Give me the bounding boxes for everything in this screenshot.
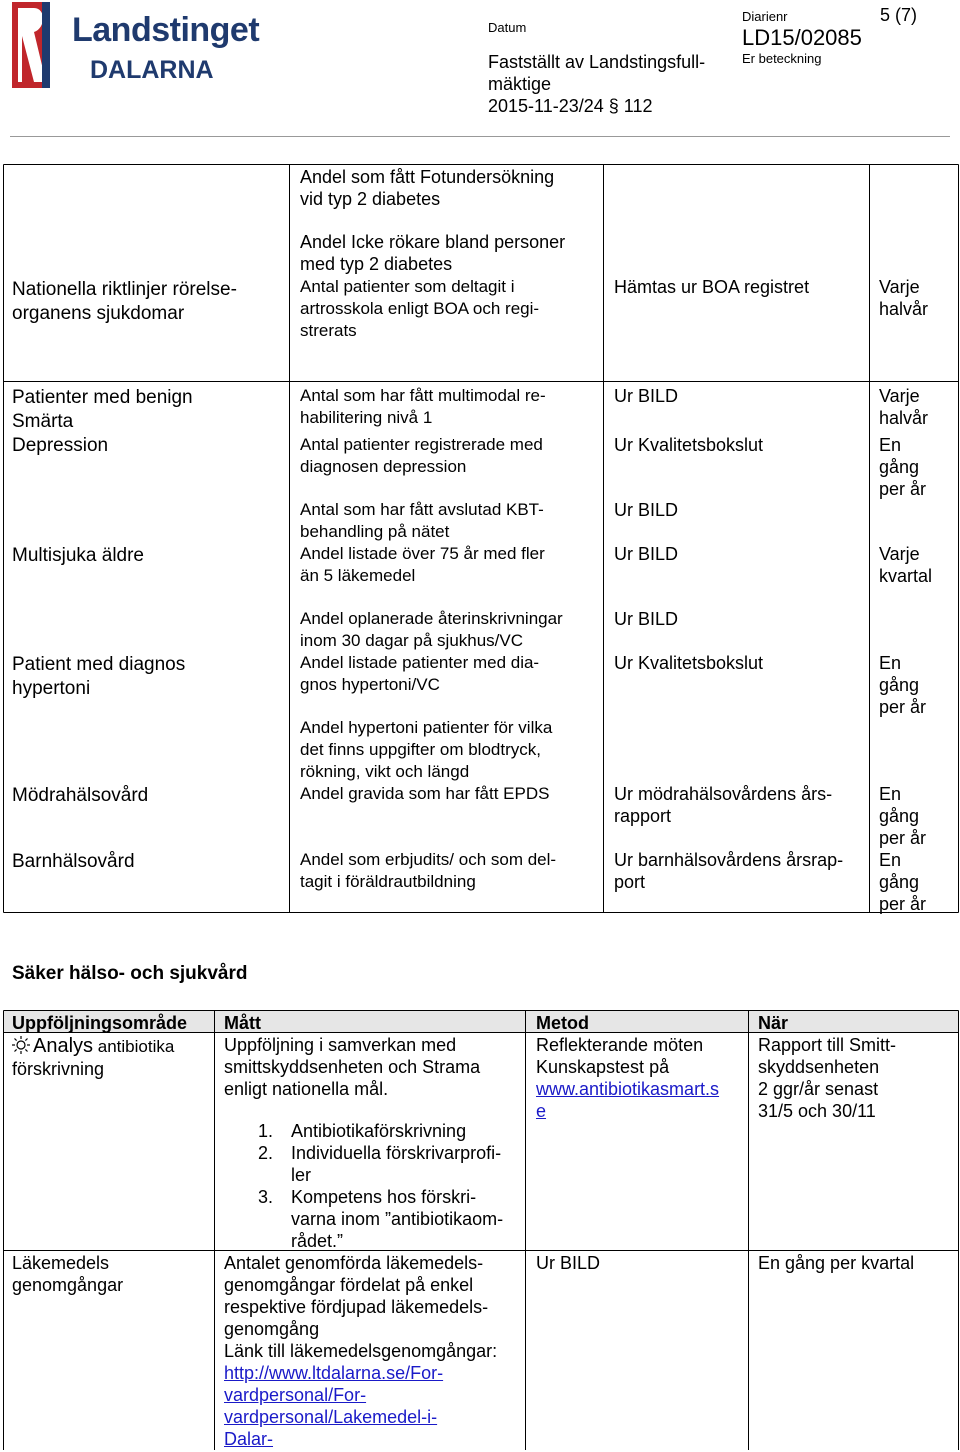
t1-r3-area: Depression <box>12 435 109 456</box>
section-heading: Säker hälso- och sjukvård <box>12 963 248 984</box>
logo <box>12 2 260 90</box>
t1-r6-measure: Andel gravida som har fått EPDS <box>300 784 550 803</box>
t1-r0-measure-2: Andel Icke rökare bland personer med typ 2 diabetes <box>300 232 566 274</box>
date-value: 2015-11-23/24 § 112 <box>488 96 653 116</box>
t1-r5-measure-1: Andel listade patienter med dia- gnos hypertoni/VC <box>300 653 540 694</box>
page-number: 5 (7) <box>880 5 918 25</box>
t2-r2-measure: Antalet genomförda läkemedels- genomgångar fördelat på enkel respektive fördjupad läkemedels- genomgång Länk till läkemedelsgenomgångar: http://www.ltdalarna.se/For- vardpersonal/For- vardpersonal/Lakemedel-i- Dalar- <box>224 1253 498 1449</box>
list-item: 2. Individuella förskrivarprofi- ler <box>258 1143 502 1185</box>
logo-name-line1: Landstinget <box>72 11 260 49</box>
t1-r2-source: Ur BILD <box>614 386 679 406</box>
t1-r7-source: Ur barnhälsovårdens årsrap- port <box>614 850 844 892</box>
t1-r5-measure-2: Andel hypertoni patienter för vilka det finns uppgifter om blodtryck, rökning, vikt och längd <box>300 718 553 781</box>
fastst-line1: Fastställt av Landstingsfull- <box>488 52 706 72</box>
t2-header-area: Uppföljningsområde <box>12 1013 187 1033</box>
t1-r4-measure-2: Andel oplanerade återinskrivningar inom 30 dagar på sjukhus/VC <box>300 609 563 650</box>
list-item: 3. Kompetens hos förskri- varna inom ”antibiotikaom- rådet.” <box>258 1187 504 1251</box>
t1-r4-when: Varje kvartal <box>879 544 933 586</box>
t1-r2-when: Varje halvår <box>879 386 929 428</box>
t1-r2-area: Patienter med benign Smärta <box>12 387 193 432</box>
t1-r1-area: Nationella riktlinjer rörelse- organens sjukdomar <box>12 279 237 324</box>
t1-r4-source-2: Ur BILD <box>614 609 679 629</box>
t2-r2-area: Läkemedels genomgångar <box>12 1253 124 1295</box>
fastst-line2: mäktige <box>488 74 552 94</box>
t2-header-measure: Mått <box>224 1013 261 1033</box>
t1-r3-when: En gång per år <box>879 435 927 499</box>
t1-r0-measure-1: Andel som fått Fotundersökning vid typ 2 diabetes <box>300 167 555 209</box>
diarienr-value: LD15/02085 <box>742 25 862 50</box>
t1-r2-measure: Antal som har fått multimodal re- habilitering nivå 1 <box>300 386 546 427</box>
beteckning-label: Er beteckning <box>742 51 822 66</box>
t1-r4-measure-1: Andel listade över 75 år med fler än 5 läkemedel <box>300 544 545 585</box>
t2-r2-when: En gång per kvartal <box>758 1253 915 1273</box>
t2-r2-method: Ur BILD <box>536 1253 601 1273</box>
t2-r1-area: Analys antibiotika förskrivning <box>12 1035 175 1079</box>
t1-r7-measure: Andel som erbjudits/ och som del- tagit i föräldrautbildning <box>300 850 557 891</box>
sun-icon <box>12 1036 30 1054</box>
t1-r1-when: Varje halvår <box>879 277 929 319</box>
t2-r1-measure: Uppföljning i samverkan med smittskyddsenheten och Strama enligt nationella mål. <box>224 1035 481 1099</box>
t2-r1-when: Rapport till Smitt- skyddsenheten 2 ggr/år senast 31/5 och 30/11 <box>758 1035 897 1121</box>
list-item: 1. Antibiotikaförskrivning <box>258 1121 467 1141</box>
t1-r1-measure: Antal patienter som deltagit i artrosskola enligt BOA och regi- strerats <box>300 277 540 340</box>
t2-r1-list <box>258 1120 518 1252</box>
t1-r6-source: Ur mödrahälsovårdens års- rapport <box>614 784 833 826</box>
t2-header-when: När <box>758 1013 789 1033</box>
t1-r3-source-2: Ur BILD <box>614 500 679 520</box>
t1-r1-source: Hämtas ur BOA registret <box>614 277 810 297</box>
t1-r5-source: Ur Kvalitetsbokslut <box>614 653 764 673</box>
t2-header-method: Metod <box>536 1013 589 1033</box>
lakemedelsgenomgangar-link[interactable]: http://www.ltdalarna.se/For- vardpersonal/For- vardpersonal/Lakemedel-i- Dalar- <box>224 1363 444 1449</box>
diarienr-label: Diarienr <box>742 9 788 24</box>
header-divider <box>10 136 950 137</box>
t1-r4-area: Multisjuka äldre <box>12 545 144 566</box>
datum-label: Datum <box>488 20 527 35</box>
t1-r5-area: Patient med diagnos hypertoni <box>12 654 186 699</box>
t1-r3-measure-2: Antal som har fått avslutad KBT- behandling på nätet <box>300 500 544 541</box>
t2-r1-method: Reflekterande möten Kunskapstest på www.antibiotikasmart.s e <box>536 1035 720 1121</box>
logo-name-line2: DALARNA <box>90 56 214 84</box>
t1-r3-source-1: Ur Kvalitetsbokslut <box>614 435 764 455</box>
t1-r7-when: En gång per år <box>879 850 927 914</box>
t1-r4-source-1: Ur BILD <box>614 544 679 564</box>
t1-r6-area: Mödrahälsovård <box>12 785 149 806</box>
t1-r3-measure-1: Antal patienter registrerade med diagnosen depression <box>300 435 543 476</box>
t1-r5-when: En gång per år <box>879 653 927 717</box>
t1-r6-when: En gång per år <box>879 784 927 848</box>
t1-r7-area: Barnhälsovård <box>12 851 135 872</box>
antibiotikasmart-link[interactable]: www.antibiotikasmart.s e <box>536 1079 720 1121</box>
